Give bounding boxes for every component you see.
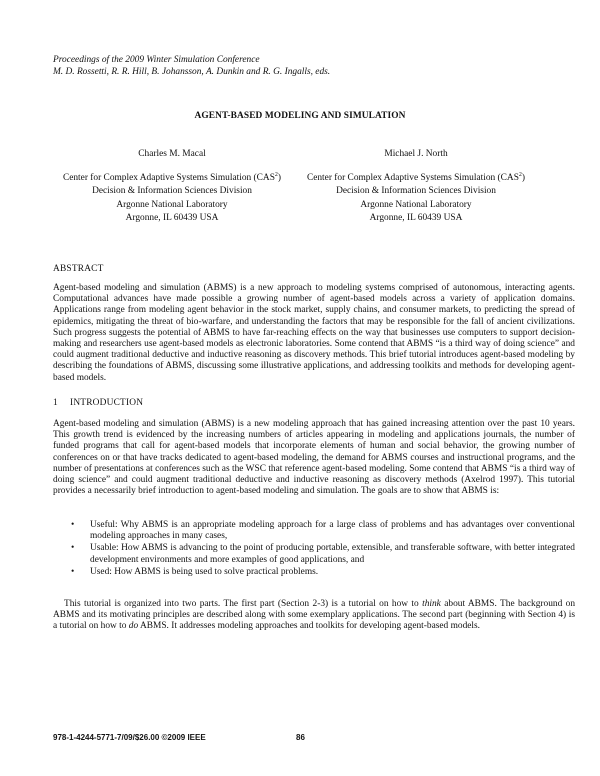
list-item: • Useful: Why ABMS is an appropriate modeling approach for a large class of problems and has advantages over conventional modeling approaches in many cases,: [71, 520, 575, 542]
author-division: Decision & Information Sciences Division: [336, 186, 496, 197]
proceedings-header: [53, 54, 330, 78]
author-block-macal: [52, 148, 292, 226]
paper-title: AGENT-BASED MODELING AND SIMULATION: [194, 111, 406, 121]
page-footer: [53, 733, 305, 742]
introduction-paragraph: Agent-based modeling and simulation (ABMS) is a new modeling approach that has gained increasing attention over the past 10 years. This growth trend is evidenced by the increasing numbers of articles appearing in modeling and applications journals, the number of funded programs that call for agent-based models that incorporate elements of human and social behavior, the growing number of conferences on or that have tracks dedicated to agent-based modeling, the demand for ABMS courses and instructional programs, and the number of presentations at conferences such as the WSC that reference agent-based modeling. Some contend that ABMS “is a third way of doing science” and could augment traditional deductive and inductive reasoning as discovery methods (Axelrod 1997). This tutorial provides a necessarily brief introduction to agent-based modeling and simulation. The goals are to show that ABMS is:: [53, 419, 575, 497]
author-lab: Argonne National Laboratory: [360, 199, 472, 210]
section-number: 1: [53, 398, 58, 408]
affiliation-superscript: 2: [274, 171, 278, 178]
proceedings-editors: M. D. Rossetti, R. R. Hill, B. Johansson, A. Dunkin and R. G. Ingalls, eds.: [53, 67, 331, 77]
author-address: Argonne, IL 60439 USA: [125, 213, 219, 224]
isbn-copyright: 978-1-4244-5771-7/09/$26.00 ©2009 IEEE: [53, 733, 206, 742]
list-item: • Usable: How ABMS is advancing to the point of producing portable, extensible, and transferable software, with better integrated development environments and more examples of good applications, and: [71, 543, 575, 565]
emphasis-do: do: [128, 621, 139, 632]
goals-list: [71, 520, 575, 579]
list-item: • Used: How ABMS is being used to solve practical problems.: [71, 566, 319, 577]
bullet-icon: •: [71, 566, 75, 577]
bullet-icon: •: [71, 520, 75, 530]
author-affiliation: Center for Complex Adaptive Systems Simulation (CAS$^2$): [306, 171, 526, 183]
proceedings-title: Proceedings of the 2009 Winter Simulation Conference: [53, 55, 260, 65]
author-block-north: [296, 148, 536, 226]
abstract-text: Agent-based modeling and simulation (ABMS) is a new approach to modeling systems comprised of autonomous, interacting agents. Computational advances have made possible a growing number of agent-based models across a variety of application domains. Applications range from modeling agent behavior in the stock market, supply chains, and consumer markets, to predicting the spread of epidemics, mitigating the threat of bio-warfare, and understanding the factors that may be responsible for the fall of ancient civilizations. Such progress suggests the potential of ABMS to have far-reaching effects on the way that businesses use computers to support decision-making and researchers use agent-based models as electronic laboratories. Some contend that ABMS “is a third way of doing science” and could augment traditional deductive and inductive reasoning as discovery methods. This brief tutorial introduces agent-based modeling by describing the foundations of ABMS, discussing some illustrative applications, and addressing toolkits and methods for developing agent-based models.: [53, 283, 575, 383]
author-name: Charles M. Macal: [138, 149, 206, 159]
affiliation-superscript: 2: [518, 171, 522, 178]
bullet-icon: •: [71, 543, 75, 554]
section-title: INTRODUCTION: [70, 398, 144, 408]
author-division: Decision & Information Sciences Division: [92, 186, 252, 197]
author-lab: Argonne National Laboratory: [116, 199, 228, 210]
author-address: Argonne, IL 60439 USA: [369, 213, 463, 224]
author-name: Michael J. North: [384, 149, 448, 159]
page-number: 86: [296, 733, 305, 742]
tutorial-organization-paragraph: This tutorial is organized into two parts. The first part (Section 2-3) is a tutorial on how to think about ABMS. The background on ABMS and its motivating principles are described along with some exemplary applications. The second part (beginning with Section 4) is a tutorial on how to do ABMS. It addresses modeling approaches and toolkits for developing agent-based models.: [53, 599, 576, 632]
abstract-heading: ABSTRACT: [53, 264, 104, 274]
emphasis-think: think: [422, 599, 441, 609]
section-heading-introduction: [53, 398, 143, 408]
author-affiliation: Center for Complex Adaptive Systems Simulation (CAS$^2$): [62, 171, 282, 183]
